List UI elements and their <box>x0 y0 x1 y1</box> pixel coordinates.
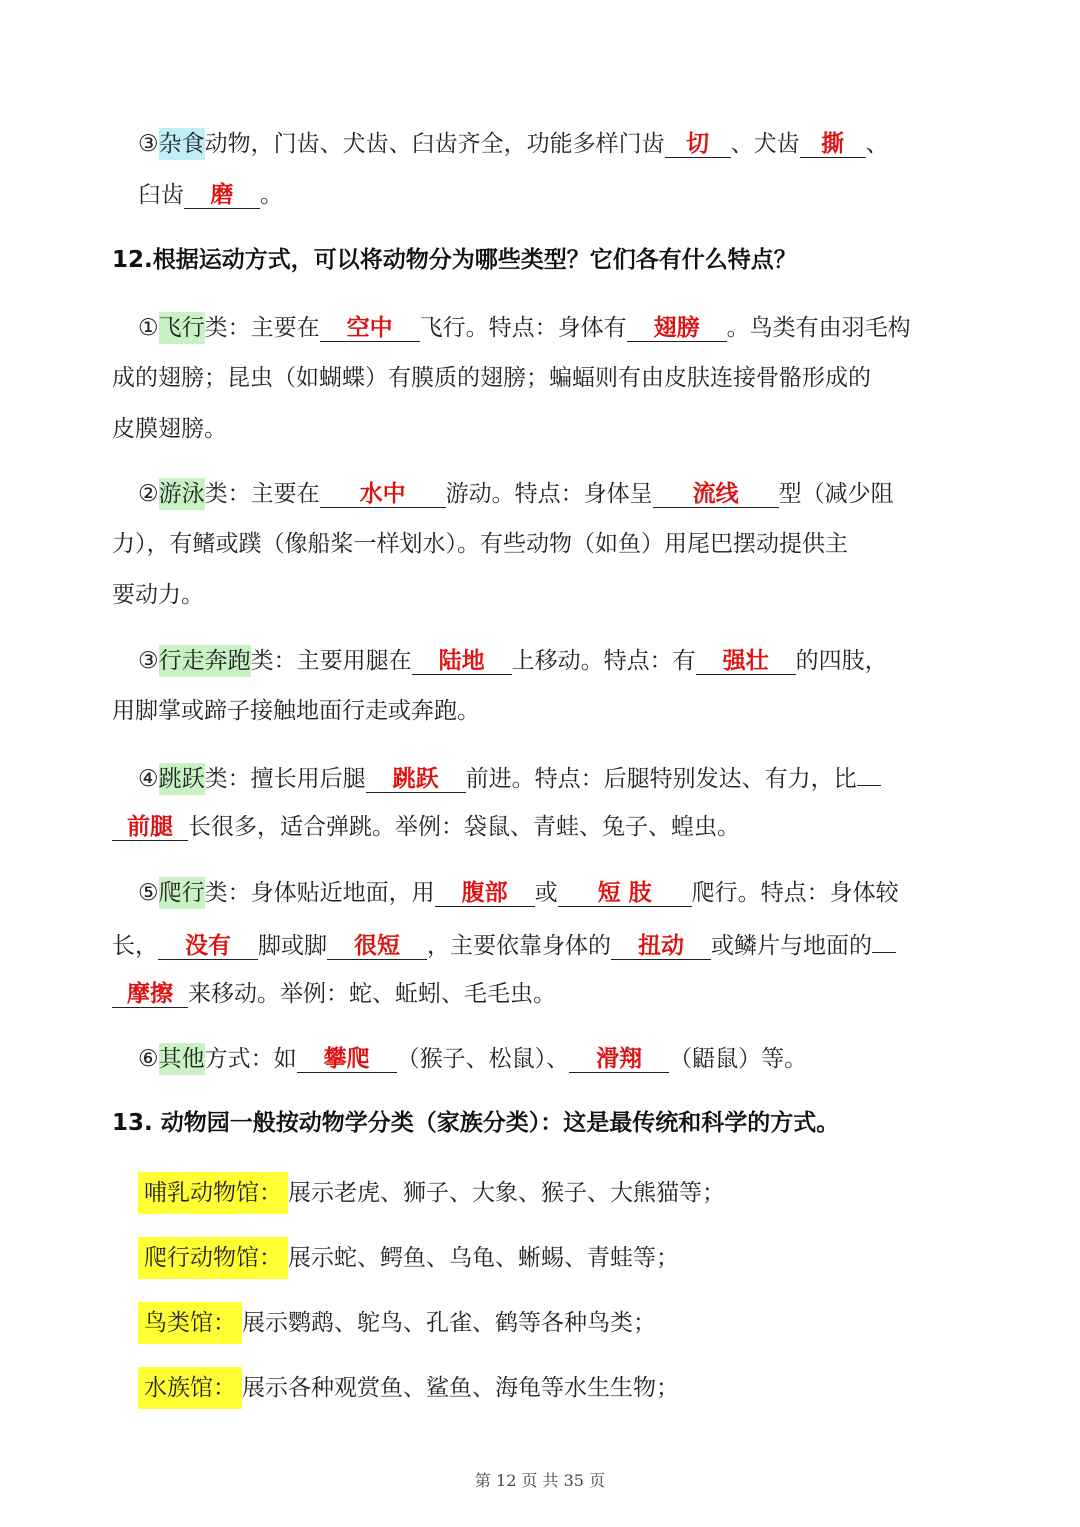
hall-item <box>138 1367 998 1409</box>
hall-item <box>138 1237 998 1279</box>
omnivore-tag: 杂食 <box>159 128 205 160</box>
answer-blank: 扭动 <box>611 933 711 960</box>
page-number-footer: 第 12 页 共 35 页 <box>474 1471 606 1490</box>
hall-name: 水族馆： <box>138 1367 242 1409</box>
answer-blank: 磨 <box>184 182 260 209</box>
omnivore-line-2: 臼齿 磨 。 <box>138 182 283 208</box>
answer-blank: 摩擦 <box>112 981 188 1008</box>
walk-line-1: ③行走奔跑类：主要用腿在 陆地 上移动。特点：有 强壮 的四肢， <box>138 645 998 677</box>
crawl-tag: 爬行 <box>159 877 205 909</box>
answer-blank: 前腿 <box>112 814 188 841</box>
crawl-line-2: 长， 没有 脚或脚 很短 ，主要依靠身体的 扭动 或鳞片与地面的 <box>112 928 972 961</box>
crawl-line-3: 摩擦 来移动。举例：蛇、蚯蚓、毛毛虫。 <box>112 979 972 1009</box>
other-tag: 其他 <box>159 1043 205 1075</box>
jump-line-2: 前腿 长很多，适合弹跳。举例：袋鼠、青蛙、兔子、蝗虫。 <box>112 812 972 842</box>
swim-line-1: ②游泳类：主要在 水中 游动。特点：身体呈 流线 型（减少阻 <box>138 478 998 510</box>
hall-desc: 展示各种观赏鱼、鲨鱼、海龟等水生生物； <box>242 1375 679 1401</box>
hall-item <box>138 1172 998 1214</box>
hall-desc: 展示蛇、鳄鱼、乌龟、蜥蜴、青蛙等； <box>288 1245 679 1271</box>
hall-desc: 展示老虎、狮子、大象、猴子、大熊猫等； <box>288 1180 725 1206</box>
hall-name: 鸟类馆： <box>138 1302 242 1344</box>
answer-blank: 水中 <box>320 481 446 508</box>
omnivore-line-1: ③杂食动物，门齿、犬齿、臼齿齐全，功能多样门齿 切 、犬齿 撕 、 <box>138 128 998 160</box>
hall-name: 哺乳动物馆： <box>138 1172 288 1214</box>
answer-blank: 切 <box>665 131 731 158</box>
answer-blank-lead <box>872 928 896 953</box>
other-line-1: ⑥其他方式：如 攀爬 （猴子、松鼠）、 滑翔 （鼯鼠）等。 <box>138 1043 998 1075</box>
answer-blank: 攀爬 <box>297 1046 397 1073</box>
fly-line-3: 皮膜翅膀。 <box>112 416 227 442</box>
hall-item <box>138 1302 998 1344</box>
jump-tag: 跳跃 <box>159 763 205 795</box>
hall-desc: 展示鹦鹉、鸵鸟、孔雀、鹤等各种鸟类； <box>242 1310 656 1336</box>
answer-blank: 空中 <box>320 315 420 342</box>
answer-blank: 跳跃 <box>366 766 466 793</box>
walk-line-2: 用脚掌或蹄子接触地面行走或奔跑。 <box>112 698 480 724</box>
answer-blank: 翅膀 <box>627 315 727 342</box>
swim-line-3: 要动力。 <box>112 582 204 608</box>
answer-blank: 腹部 <box>435 880 535 907</box>
swim-tag: 游泳 <box>159 478 205 510</box>
answer-blank-lead <box>857 761 881 786</box>
walk-tag: 行走奔跑 <box>159 645 251 677</box>
question-13-title: 13. 动物园一般按动物学分类（家族分类）：这是最传统和科学的方式。 <box>112 1110 840 1136</box>
answer-blank: 滑翔 <box>569 1046 669 1073</box>
question-12-title: 12.根据运动方式，可以将动物分为哪些类型？它们各有什么特点？ <box>112 247 797 273</box>
answer-blank: 陆地 <box>412 648 512 675</box>
swim-line-2: 力），有鳍或蹼（像船桨一样划水）。有些动物（如鱼）用尾巴摆动提供主 <box>112 531 848 557</box>
answer-blank: 撕 <box>800 131 866 158</box>
answer-blank: 强壮 <box>696 648 796 675</box>
fly-tag: 飞行 <box>159 312 205 344</box>
crawl-line-1: ⑤爬行类：身体贴近地面，用 腹部 或 短 肢 爬行。特点：身体较 <box>138 877 998 909</box>
jump-line-1: ④跳跃类：擅长用后腿 跳跃 前进。特点：后腿特别发达、有力，比 <box>138 761 998 795</box>
fly-line-2: 成的翅膀；昆虫（如蝴蝶）有膜质的翅膀；蝙蝠则有由皮肤连接骨骼形成的 <box>112 365 871 391</box>
answer-blank: 流线 <box>653 481 779 508</box>
answer-blank: 短 肢 <box>558 880 692 907</box>
fly-line-1: ①飞行类：主要在 空中 飞行。特点：身体有 翅膀 。鸟类有由羽毛构 <box>138 312 998 344</box>
hall-name: 爬行动物馆： <box>138 1237 288 1279</box>
answer-blank: 没有 <box>158 933 258 960</box>
answer-blank: 很短 <box>327 933 427 960</box>
